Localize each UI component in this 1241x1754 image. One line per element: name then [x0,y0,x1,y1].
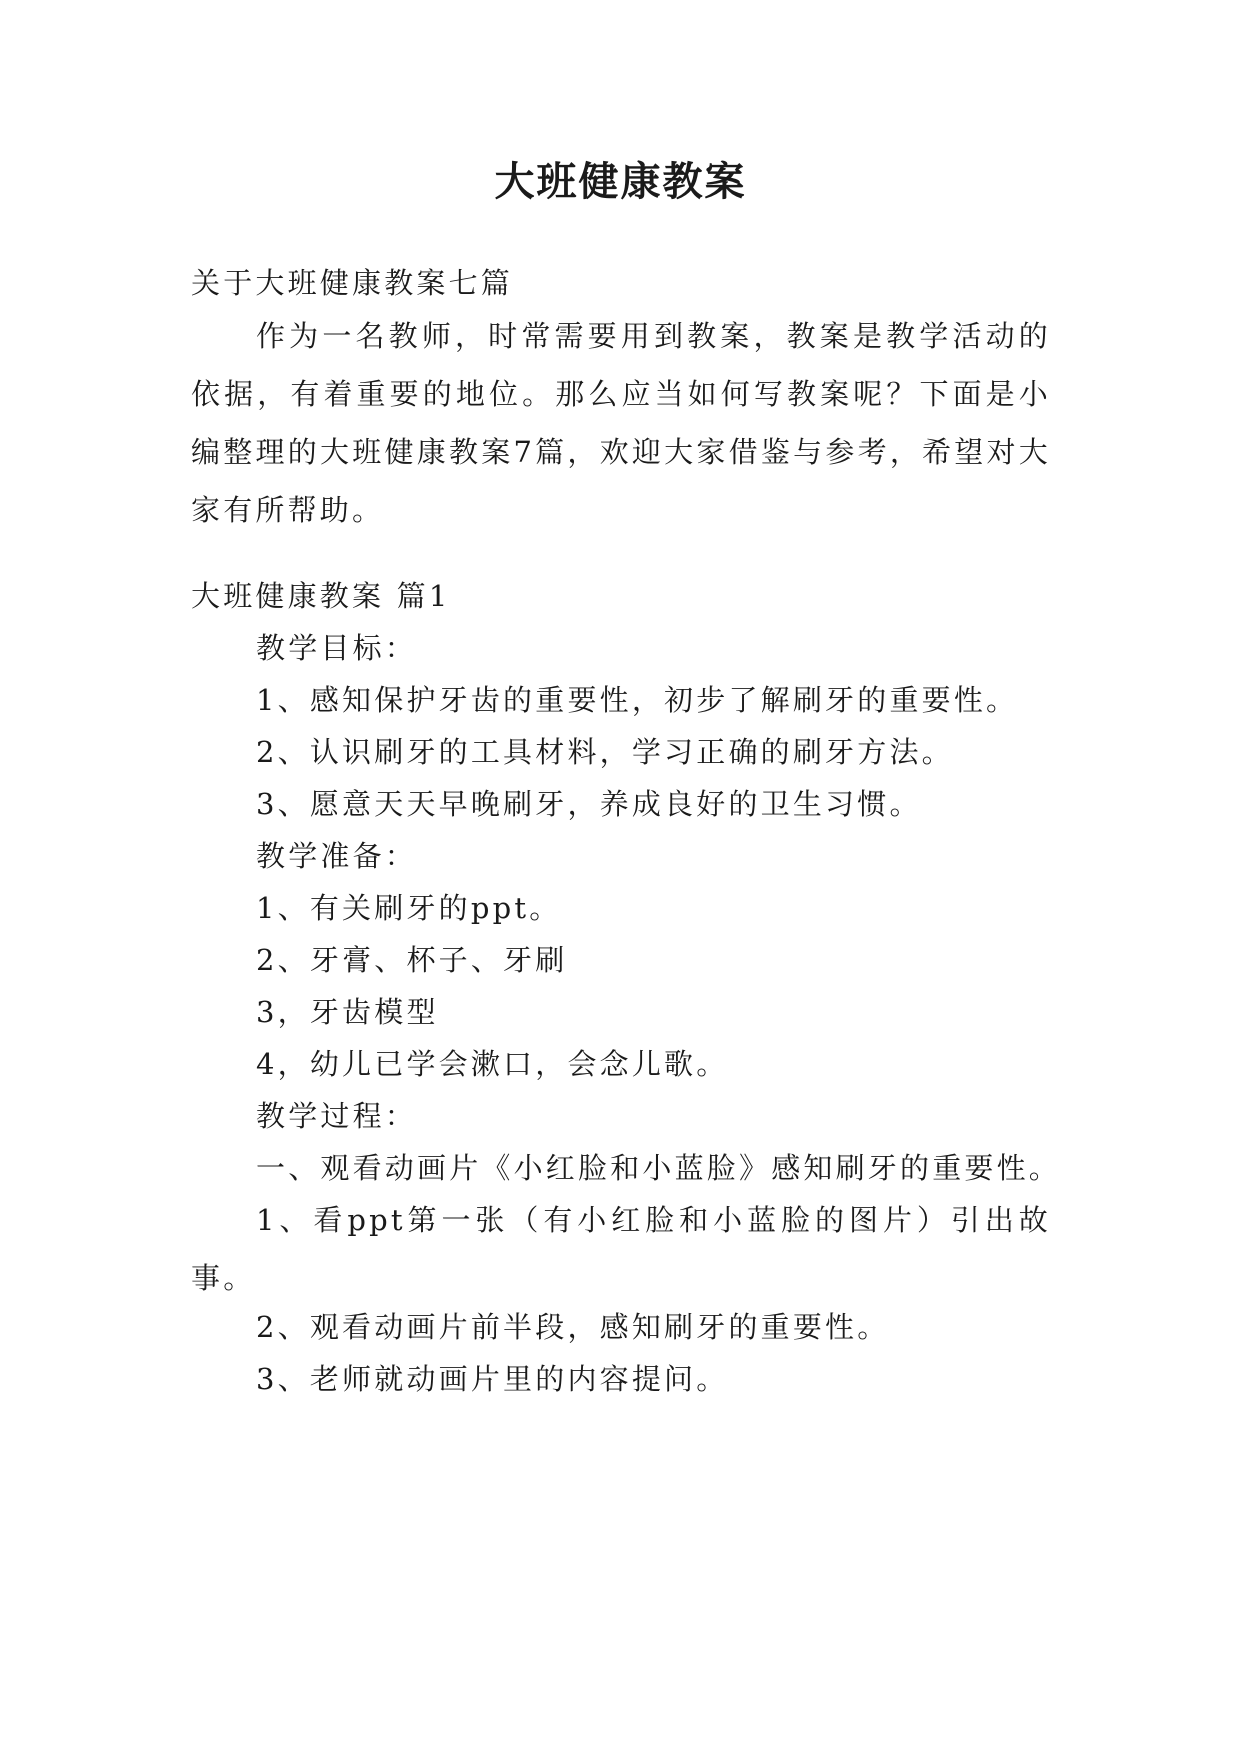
body-line: 4，幼儿已学会漱口，会念儿歌。 [256,1047,729,1081]
body-line: 教学过程： [256,1099,418,1133]
body-line: 3、愿意天天早晚刷牙，养成良好的卫生习惯。 [256,787,922,821]
body-line: 一、观看动画片《小红脸和小蓝脸》感知刷牙的重要性。 [256,1151,1062,1185]
body-line: 教学准备： [256,839,418,873]
body-line: 教学目标： [256,631,418,665]
section-heading: 大班健康教案 篇1 [191,579,451,613]
document-subtitle: 关于大班健康教案七篇 [191,266,514,300]
body-line: 3，牙齿模型 [256,995,439,1029]
body-line: 2、牙膏、杯子、牙刷 [256,943,568,977]
document-title: 大班健康教案 [494,159,747,205]
body-line: 1、有关刷牙的ppt。 [256,891,562,925]
body-line: 3、老师就动画片里的内容提问。 [256,1362,729,1396]
body-line: 1、感知保护牙齿的重要性，初步了解刷牙的重要性。 [256,683,1019,717]
body-line: 2、认识刷牙的工具材料，学习正确的刷牙方法。 [256,735,954,769]
body-line: 2、观看动画片前半段，感知刷牙的重要性。 [256,1310,890,1344]
story-paragraph: 1、看ppt第一张（有小红脸和小蓝脸的图片）引出故事。 [191,1203,1051,1295]
intro-paragraph: 作为一名教师，时常需要用到教案，教案是教学活动的依据，有着重要的地位。那么应当如何写教案呢？下面是小编整理的大班健康教案7篇，欢迎大家借鉴与参考，希望对大家有所帮助。 [191,319,1051,527]
